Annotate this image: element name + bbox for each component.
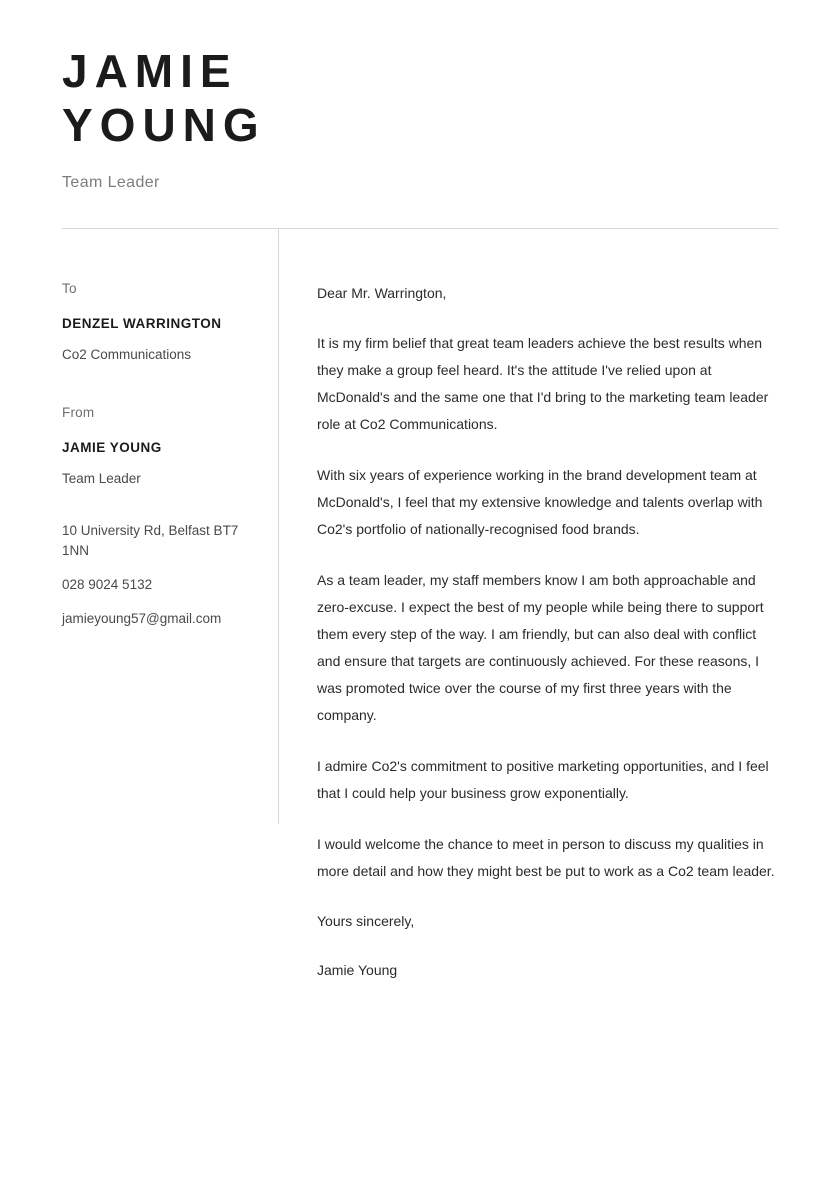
letter-paragraph: It is my firm belief that great team leaders achieve the best results when they make a group feel heard. It's the attitude I've relied upon at McDonald's and the same one that I'd bring to the marketing team leader role at Co2 Communications. — [317, 335, 769, 432]
applicant-job-title: Team Leader — [62, 174, 160, 191]
sender-block — [62, 405, 260, 629]
sender-spacer — [62, 503, 260, 521]
contact-sidebar — [62, 229, 278, 983]
letter-paragraph: I admire Co2's commitment to positive marketing opportunities, and I feel that I could help your business grow exponentially. — [317, 758, 769, 801]
letter-closing: Yours sincerely, — [317, 913, 415, 929]
letter-paragraph: I would welcome the chance to meet in person to discuss my qualities in more detail and how they might best be put to work as a Co2 team leader. — [317, 836, 775, 879]
letter-salutation: Dear Mr. Warrington, — [317, 285, 447, 301]
letter-paragraph: With six years of experience working in the brand development team at McDonald's, I feel that my extensive knowledge and talents overlap with Co2's portfolio of nationally-recognised food brands. — [317, 467, 763, 537]
letter-paragraph: As a team leader, my staff members know I am both approachable and zero-excuse. I expect the best of my people while being there to support them every step of the way. I am friendly, but can also deal with conflict and ensure that targets are continuously achieved. For these reasons, I was promoted twice over the course of my first three years with the company. — [317, 572, 764, 723]
letter-body — [0, 229, 840, 983]
sender-address: 10 University Rd, Belfast BT7 1NN — [62, 523, 239, 558]
sender-job-title: Team Leader — [62, 471, 141, 486]
letter-signature: Jamie Young — [317, 962, 398, 978]
sender-email[interactable]: jamieyoung57@gmail.com — [62, 611, 222, 626]
applicant-first-name: JAMIE — [62, 45, 238, 97]
sender-phone: 028 9024 5132 — [62, 577, 153, 592]
recipient-label: To — [62, 281, 77, 296]
sender-name: JAMIE YOUNG — [62, 440, 162, 455]
recipient-block — [62, 281, 260, 365]
letter-header — [0, 0, 840, 192]
applicant-last-name: YOUNG — [62, 99, 266, 151]
sender-label: From — [62, 405, 95, 420]
letter-content — [279, 229, 778, 983]
sidebar-spacer — [62, 379, 260, 405]
recipient-company: Co2 Communications — [62, 347, 192, 362]
recipient-name: DENZEL WARRINGTON — [62, 316, 222, 331]
